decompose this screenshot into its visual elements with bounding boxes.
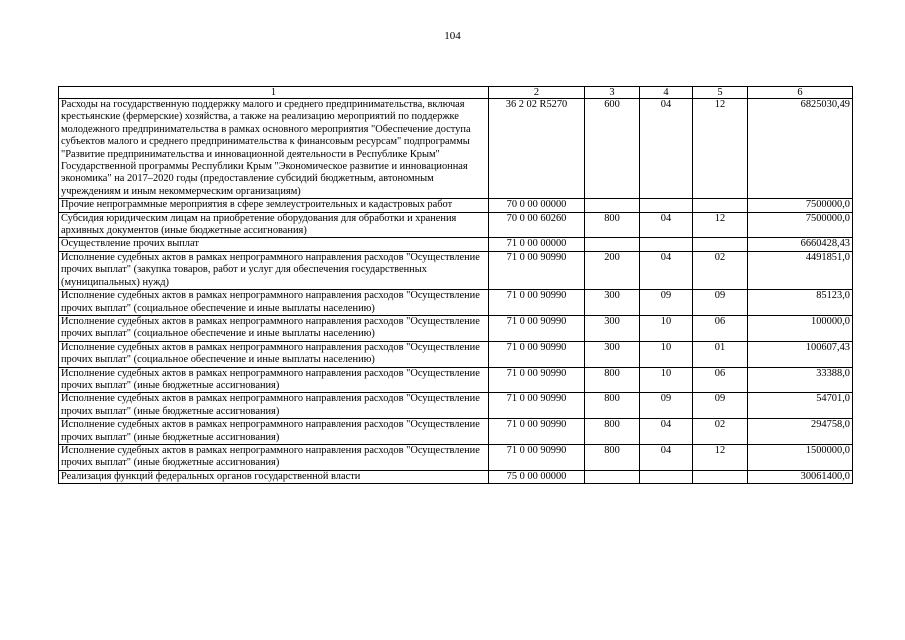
table-row: [59, 444, 853, 470]
table-header-row: [59, 87, 853, 99]
vr-cell: [585, 238, 640, 251]
table-row: [59, 290, 853, 316]
pr-cell: [693, 199, 748, 212]
vr-cell: 600: [585, 99, 640, 199]
header-cell-vr: 3: [585, 87, 640, 99]
amount-cell: 54701,0: [748, 393, 853, 419]
code-cell: 71 0 00 90990: [489, 315, 585, 341]
table-row: [59, 238, 853, 251]
table-row: [59, 251, 853, 289]
rz-cell: 09: [640, 393, 693, 419]
vr-cell: 800: [585, 419, 640, 445]
description-cell: Расходы на государственную поддержку малого и среднего предпринимательства, включая крестьянские (фермерские) хозяйства, а также на реализацию мероприятий по поддержке молодежного предпринимательства в рамках основного мероприятия "Обеспечение доступа субъектов малого и среднего предпринимательства к финансовым ресурсам" подпрограммы "Развитие предпринимательства и инновационной деятельности в Республике Крым" Государственной программы Республики Крым "Экономическое развитие и инновационная экономика" на 2017–2020 годы (предоставление субсидий бюджетным, автономным учреждениям и иным некоммерческим организациям): [59, 99, 489, 199]
header-cell-amount: 6: [748, 87, 853, 99]
table-body: [59, 99, 853, 484]
amount-cell: 7500000,0: [748, 212, 853, 238]
vr-cell: 300: [585, 290, 640, 316]
rz-cell: [640, 199, 693, 212]
amount-cell: 100000,0: [748, 315, 853, 341]
rz-cell: 04: [640, 444, 693, 470]
vr-cell: [585, 199, 640, 212]
code-cell: 71 0 00 00000: [489, 238, 585, 251]
code-cell: 70 0 00 60260: [489, 212, 585, 238]
header-cell-pr: 5: [693, 87, 748, 99]
description-cell: Исполнение судебных актов в рамках непрограммного направления расходов "Осуществление прочих выплат" (закупка товаров, работ и услуг для обеспечения государственных (муниципальных) нужд): [59, 251, 489, 289]
code-cell: 70 0 00 00000: [489, 199, 585, 212]
page-number: 104: [444, 30, 461, 42]
code-cell: 75 0 00 00000: [489, 470, 585, 483]
pr-cell: [693, 238, 748, 251]
amount-cell: 6660428,43: [748, 238, 853, 251]
pr-cell: 12: [693, 212, 748, 238]
code-cell: 71 0 00 90990: [489, 419, 585, 445]
rz-cell: 10: [640, 315, 693, 341]
vr-cell: 800: [585, 367, 640, 393]
amount-cell: 6825030,49: [748, 99, 853, 199]
amount-cell: 294758,0: [748, 419, 853, 445]
description-cell: Субсидия юридическим лицам на приобретение оборудования для обработки и хранения архивных документов (иные бюджетные ассигнования): [59, 212, 489, 238]
table-row: [59, 315, 853, 341]
code-cell: 71 0 00 90990: [489, 251, 585, 289]
description-cell: Исполнение судебных актов в рамках непрограммного направления расходов "Осуществление прочих выплат" (иные бюджетные ассигнования): [59, 419, 489, 445]
table-row: [59, 99, 853, 199]
code-cell: 71 0 00 90990: [489, 341, 585, 367]
pr-cell: 01: [693, 341, 748, 367]
table-row: [59, 419, 853, 445]
rz-cell: 10: [640, 367, 693, 393]
amount-cell: 100607,43: [748, 341, 853, 367]
pr-cell: 06: [693, 367, 748, 393]
table-row: [59, 367, 853, 393]
vr-cell: 800: [585, 444, 640, 470]
rz-cell: 04: [640, 212, 693, 238]
vr-cell: 800: [585, 212, 640, 238]
pr-cell: 09: [693, 290, 748, 316]
description-cell: Исполнение судебных актов в рамках непрограммного направления расходов "Осуществление прочих выплат" (иные бюджетные ассигнования): [59, 444, 489, 470]
vr-cell: 300: [585, 315, 640, 341]
pr-cell: 12: [693, 444, 748, 470]
pr-cell: 02: [693, 419, 748, 445]
rz-cell: 04: [640, 419, 693, 445]
amount-cell: 1500000,0: [748, 444, 853, 470]
vr-cell: 200: [585, 251, 640, 289]
code-cell: 71 0 00 90990: [489, 367, 585, 393]
amount-cell: 7500000,0: [748, 199, 853, 212]
rz-cell: 10: [640, 341, 693, 367]
table-row: [59, 341, 853, 367]
pr-cell: 06: [693, 315, 748, 341]
description-cell: Исполнение судебных актов в рамках непрограммного направления расходов "Осуществление прочих выплат" (иные бюджетные ассигнования): [59, 367, 489, 393]
table-row: [59, 212, 853, 238]
rz-cell: [640, 470, 693, 483]
pr-cell: 09: [693, 393, 748, 419]
table-row: [59, 199, 853, 212]
code-cell: 71 0 00 90990: [489, 290, 585, 316]
description-cell: Исполнение судебных актов в рамках непрограммного направления расходов "Осуществление прочих выплат" (социальное обеспечение и иные выплаты населению): [59, 315, 489, 341]
rz-cell: 04: [640, 99, 693, 199]
rz-cell: [640, 238, 693, 251]
amount-cell: 30061400,0: [748, 470, 853, 483]
description-cell: Прочие непрограммные мероприятия в сфере землеустроительных и кадастровых работ: [59, 199, 489, 212]
vr-cell: [585, 470, 640, 483]
amount-cell: 33388,0: [748, 367, 853, 393]
description-cell: Реализация функций федеральных органов государственной власти: [59, 470, 489, 483]
amount-cell: 85123,0: [748, 290, 853, 316]
rz-cell: 04: [640, 251, 693, 289]
header-cell-code: 2: [489, 87, 585, 99]
pr-cell: [693, 470, 748, 483]
table-row: [59, 470, 853, 483]
vr-cell: 800: [585, 393, 640, 419]
code-cell: 71 0 00 90990: [489, 393, 585, 419]
description-cell: Исполнение судебных актов в рамках непрограммного направления расходов "Осуществление прочих выплат" (социальное обеспечение и иные выплаты населению): [59, 290, 489, 316]
header-cell-description: 1: [59, 87, 489, 99]
pr-cell: 12: [693, 99, 748, 199]
code-cell: 36 2 02 R5270: [489, 99, 585, 199]
description-cell: Исполнение судебных актов в рамках непрограммного направления расходов "Осуществление прочих выплат" (социальное обеспечение и иные выплаты населению): [59, 341, 489, 367]
rz-cell: 09: [640, 290, 693, 316]
description-cell: Осуществление прочих выплат: [59, 238, 489, 251]
description-cell: Исполнение судебных актов в рамках непрограммного направления расходов "Осуществление прочих выплат" (иные бюджетные ассигнования): [59, 393, 489, 419]
vr-cell: 300: [585, 341, 640, 367]
table-row: [59, 393, 853, 419]
pr-cell: 02: [693, 251, 748, 289]
header-cell-rz: 4: [640, 87, 693, 99]
code-cell: 71 0 00 90990: [489, 444, 585, 470]
budget-table: [58, 86, 853, 484]
amount-cell: 4491851,0: [748, 251, 853, 289]
